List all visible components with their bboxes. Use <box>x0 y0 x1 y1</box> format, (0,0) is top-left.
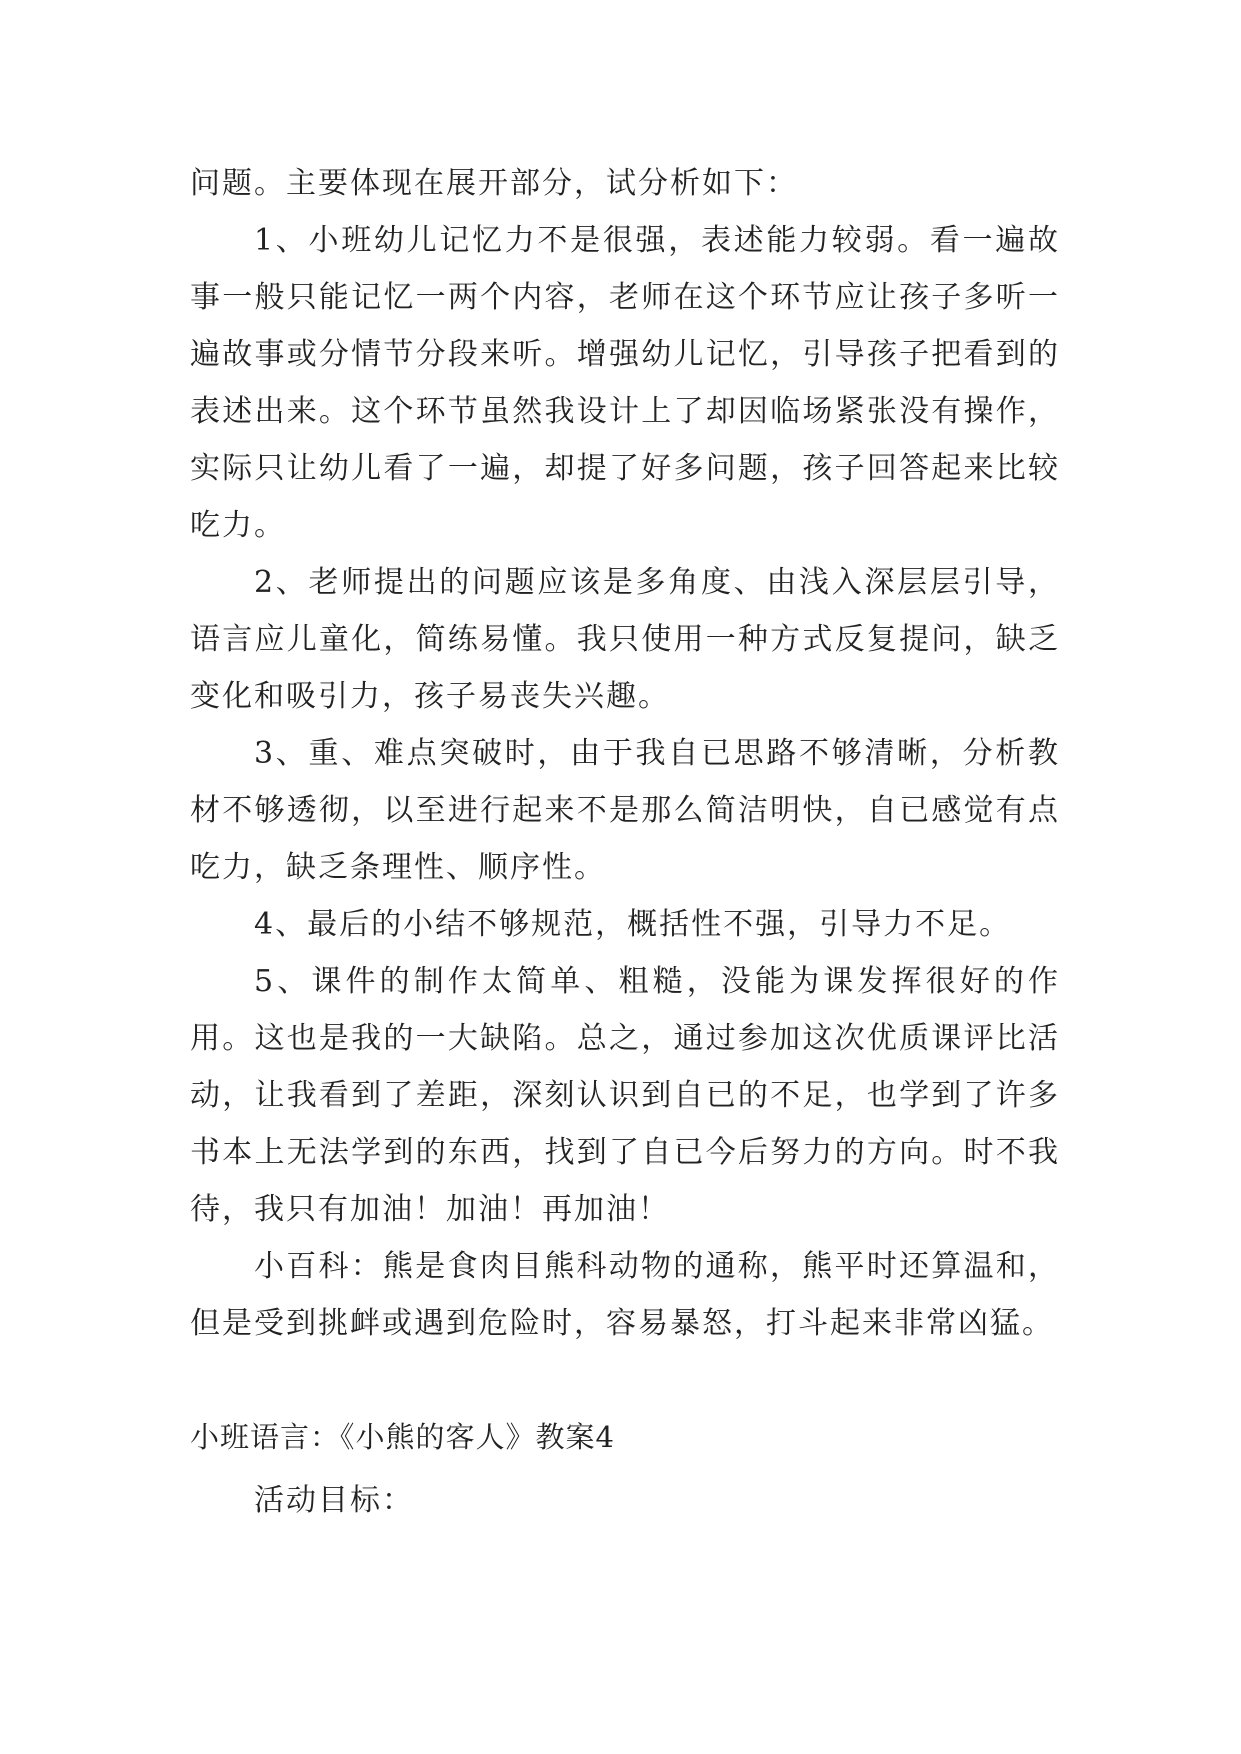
paragraph-intro: 问题。主要体现在展开部分，试分析如下： <box>190 166 798 201</box>
paragraph-item-5: 5、课件的制作太简单、粗糙，没能为课发挥很好的作用。这也是我的一大缺陷。总之，通过参加这次优质课评比活动，让我看到了差距，深刻认识到自已的不足，也学到了许多书本上无法学到的东西，找到了自已今后努力的方向。时不我待，我只有加油！加油！再加油！ <box>190 964 1060 1227</box>
section-subtitle: 活动目标： <box>254 1483 414 1518</box>
document-body <box>190 155 1060 1529</box>
paragraph-item-2: 2、老师提出的问题应该是多角度、由浅入深层层引导，语言应儿童化，简练易懂。我只使用一种方式反复提问，缺乏变化和吸引力，孩子易丧失兴趣。 <box>190 565 1060 714</box>
paragraph-encyclopedia: 小百科：熊是食肉目熊科动物的通称，熊平时还算温和，但是受到挑衅或遇到危险时，容易暴怒，打斗起来非常凶猛。 <box>190 1249 1060 1341</box>
paragraph-item-3: 3、重、难点突破时，由于我自已思路不够清晰，分析教材不够透彻，以至进行起来不是那么简洁明快，自已感觉有点吃力，缺乏条理性、顺序性。 <box>190 736 1060 885</box>
paragraph-item-1: 1、小班幼儿记忆力不是很强，表述能力较弱。看一遍故事一般只能记忆一两个内容，老师在这个环节应让孩子多听一遍故事或分情节分段来听。增强幼儿记忆，引导孩子把看到的表述出来。这个环节虽然我设计上了却因临场紧张没有操作，实际只让幼儿看了一遍，却提了好多问题，孩子回答起来比较吃力。 <box>190 223 1060 543</box>
paragraph-item-4: 4、最后的小结不够规范，概括性不强，引导力不足。 <box>254 907 1012 942</box>
section-title: 小班语言：《小熊的客人》教案4 <box>190 1420 615 1454</box>
